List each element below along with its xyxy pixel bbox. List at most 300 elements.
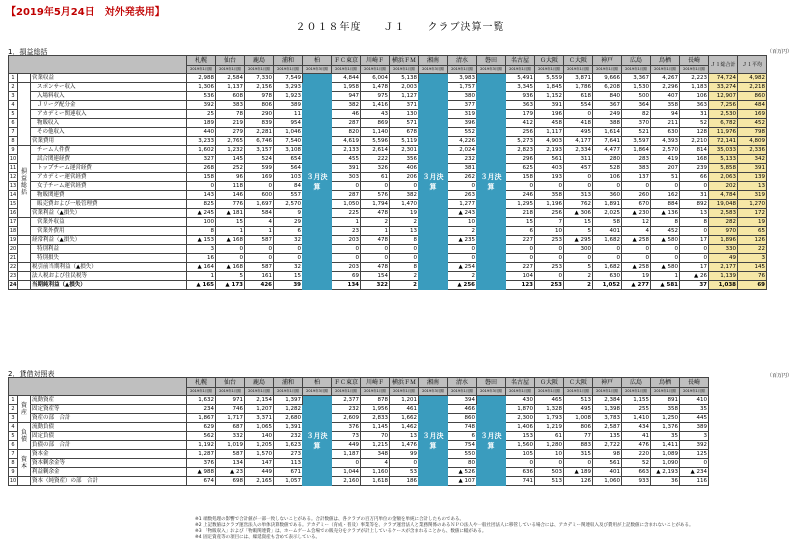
table-row [9, 74, 767, 83]
value-cell: 1,376 [651, 423, 680, 432]
value-cell: 0 [448, 182, 477, 191]
value-cell: 2,988 [187, 74, 216, 83]
value-cell: 363 [506, 101, 535, 110]
value-cell: 32 [274, 236, 303, 245]
value-cell: 2,609 [332, 414, 361, 423]
value-cell: 296 [506, 155, 535, 164]
value-cell: 748 [448, 423, 477, 432]
split-column: ３月決算 [303, 74, 332, 290]
value-cell: 2,334 [564, 146, 593, 155]
value-cell: 0 [187, 182, 216, 191]
value-cell: 358 [651, 101, 680, 110]
value-cell: 7 [535, 218, 564, 227]
table-row [9, 477, 709, 486]
value-cell: 326 [361, 164, 390, 173]
value-cell: 203 [332, 236, 361, 245]
value-cell: 1,682 [593, 263, 622, 272]
row-label: 営業費用 [31, 137, 187, 146]
row-group-label [18, 272, 31, 281]
value-cell: 313 [564, 191, 593, 200]
value-cell: 0 [390, 254, 419, 263]
value-cell: 698 [216, 477, 245, 486]
j1-value-cell: 139 [738, 173, 767, 182]
club-header: 磐田 [477, 378, 506, 388]
row-label: 入場料収入 [31, 92, 187, 101]
club-header: 神戸 [593, 378, 622, 388]
value-cell: 0 [564, 182, 593, 191]
value-cell: 576 [361, 191, 390, 200]
value-cell: 5 [564, 227, 593, 236]
value-cell: 5,491 [506, 74, 535, 83]
value-cell: 15 [506, 218, 535, 227]
j1-value-cell: 69 [738, 281, 767, 290]
row-group-label: 資本 [18, 450, 31, 477]
value-cell: 0 [506, 254, 535, 263]
bs-unit-label: （百万円） [766, 373, 792, 379]
value-cell: 1,845 [535, 83, 564, 92]
value-cell: 2 [390, 218, 419, 227]
value-cell: 629 [187, 423, 216, 432]
value-cell: 0 [506, 245, 535, 254]
value-cell: 445 [680, 414, 709, 423]
value-cell: 327 [187, 155, 216, 164]
value-cell: 232 [448, 155, 477, 164]
value-cell: 449 [245, 468, 274, 477]
period-label: 2019年1月期 [680, 388, 709, 396]
row-number: 20 [9, 245, 17, 252]
period-label: 2019年1月期 [535, 66, 564, 74]
row-number: 8 [9, 137, 18, 146]
table-row [9, 263, 767, 272]
j1-value-cell: 391 [738, 164, 767, 173]
value-cell: 82 [622, 110, 651, 119]
j1-value-cell: 2,530 [709, 110, 738, 119]
row-number: 10 [9, 477, 17, 484]
value-cell: 1 [216, 227, 245, 236]
value-cell: 66 [680, 173, 709, 182]
value-cell: 96 [216, 173, 245, 182]
value-cell: 2,025 [593, 209, 622, 218]
period-label: 2019年1月期 [332, 66, 361, 74]
value-cell: 256 [535, 209, 564, 218]
period-label: 2019年1月期 [448, 66, 477, 74]
period-label: 2019年1月期 [274, 66, 303, 74]
j1-header: Ｊ１総合計 [709, 56, 738, 74]
value-cell: 466 [448, 405, 477, 414]
value-cell: 0 [390, 245, 419, 254]
row-label: 法人税および住民税等 [31, 272, 187, 281]
value-cell: 10 [535, 450, 564, 459]
value-cell: 1,410 [622, 414, 651, 423]
row-number: 2 [9, 405, 18, 414]
value-cell: 145 [216, 155, 245, 164]
value-cell: 762 [564, 200, 593, 209]
value-cell: 587 [245, 236, 274, 245]
value-cell: 227 [506, 236, 535, 245]
value-cell: 3,367 [622, 74, 651, 83]
value-cell: 4,267 [651, 74, 680, 83]
row-label: 資本（純資産）の部 合計 [31, 477, 187, 486]
club-header: 仙台 [216, 378, 245, 388]
value-cell: 406 [390, 164, 419, 173]
value-cell: 116 [680, 477, 709, 486]
row-label: トップチーム運営経費 [31, 164, 187, 173]
j1-value-cell: 169 [738, 110, 767, 119]
value-cell: 196 [535, 110, 564, 119]
period-label: 2019年1月期 [245, 388, 274, 396]
footnotes [195, 517, 693, 541]
value-cell: 206 [390, 173, 419, 182]
value-cell: 687 [216, 423, 245, 432]
value-cell: 0 [535, 254, 564, 263]
club-header: 湘南 [419, 56, 448, 66]
value-cell: 1,065 [245, 423, 274, 432]
value-cell: 1,201 [390, 396, 419, 405]
value-cell: 4,477 [593, 146, 622, 155]
value-cell: 1,794 [361, 200, 390, 209]
value-cell: 73 [332, 432, 361, 441]
value-cell: 4,903 [535, 137, 564, 146]
row-label: 資本金 [31, 450, 187, 459]
header-blank [9, 378, 187, 396]
value-cell: 0 [535, 272, 564, 281]
value-cell: 154 [361, 272, 390, 281]
value-cell: 403 [535, 164, 564, 173]
value-cell: 521 [622, 128, 651, 137]
value-cell: 4 [622, 227, 651, 236]
value-cell: 2,210 [680, 137, 709, 146]
value-cell: ▲ 173 [216, 281, 245, 290]
value-cell: ▲ 189 [564, 468, 593, 477]
value-cell: 1,717 [216, 414, 245, 423]
value-cell: ▲ 306 [564, 209, 593, 218]
j1-value-cell: 330 [709, 245, 738, 254]
j1-value-cell: 172 [738, 209, 767, 218]
value-cell: ▲ 107 [448, 477, 477, 486]
value-cell: 1,411 [651, 441, 680, 450]
club-header: Ｇ大阪 [535, 378, 564, 388]
club-header: 鹿島 [245, 56, 274, 66]
value-cell: 0 [680, 245, 709, 254]
value-cell: 2,587 [593, 423, 622, 432]
value-cell: 253 [535, 236, 564, 245]
value-cell: ▲ 988 [187, 468, 216, 477]
row-label: 営業外収益 [31, 218, 187, 227]
value-cell: 0 [245, 254, 274, 263]
value-cell: 219 [216, 119, 245, 128]
j1-value-cell: 4,809 [738, 137, 767, 146]
value-cell: 1,891 [593, 200, 622, 209]
j1-value-cell: 319 [738, 191, 767, 200]
value-cell: 892 [680, 200, 709, 209]
table-row [9, 146, 767, 155]
table-row [9, 218, 767, 227]
value-cell: 564 [274, 164, 303, 173]
value-cell: 2 [390, 281, 419, 290]
value-cell: 303 [332, 173, 361, 182]
value-cell: 146 [216, 191, 245, 200]
row-group-label [18, 263, 31, 272]
value-cell: 0 [332, 182, 361, 191]
table-row [9, 468, 709, 477]
value-cell: 1,602 [187, 146, 216, 155]
j1-value-cell: 2,336 [738, 146, 767, 155]
value-cell: 1,614 [593, 128, 622, 137]
value-cell: 9 [274, 209, 303, 218]
header-row [9, 56, 767, 66]
value-cell: ▲ 580 [651, 263, 680, 272]
value-cell: 1,397 [274, 396, 303, 405]
value-cell: 2,614 [361, 146, 390, 155]
value-cell: 39 [274, 281, 303, 290]
value-cell: 179 [506, 110, 535, 119]
value-cell: 227 [506, 263, 535, 272]
value-cell: 126 [564, 477, 593, 486]
value-cell: 383 [216, 101, 245, 110]
value-cell: 440 [187, 128, 216, 137]
period-label: 2019年1月期 [622, 66, 651, 74]
table-row [9, 119, 767, 128]
value-cell: 10 [448, 218, 477, 227]
j1-value-cell: 860 [738, 92, 767, 101]
row-group-label [18, 218, 31, 236]
row-label: チーム人件費 [31, 146, 187, 155]
value-cell: 1,140 [361, 128, 390, 137]
club-header: 清水 [448, 378, 477, 388]
table-row [9, 281, 767, 290]
row-number: 5 [9, 432, 18, 441]
table-row [9, 254, 767, 263]
club-header: Ｃ大阪 [564, 378, 593, 388]
value-cell: 561 [535, 155, 564, 164]
row-number: 16 [9, 209, 17, 216]
value-cell: 5,138 [390, 74, 419, 83]
value-cell: 513 [535, 477, 564, 486]
row-label: 特別損失 [31, 254, 187, 263]
period-label: 2019年1月期 [187, 66, 216, 74]
period-label: 2019年1月期 [506, 66, 535, 74]
table-row [9, 450, 709, 459]
value-cell: ▲ 230 [622, 209, 651, 218]
value-cell: 371 [390, 101, 419, 110]
club-header: 川崎Ｆ [361, 378, 390, 388]
value-cell: 239 [680, 164, 709, 173]
period-label: 2019年1月期 [216, 388, 245, 396]
row-number: 21 [9, 254, 17, 261]
row-number: 8 [9, 459, 18, 468]
value-cell: 100 [187, 218, 216, 227]
value-cell: ▲ 235 [448, 236, 477, 245]
value-cell: 169 [245, 173, 274, 182]
value-cell: 1,046 [274, 128, 303, 137]
value-cell: 253 [535, 281, 564, 290]
value-cell: 1,205 [245, 441, 274, 450]
value-cell: 263 [448, 191, 477, 200]
value-cell: 1,864 [622, 146, 651, 155]
value-cell: 256 [506, 128, 535, 137]
period-label: 2019年3月期 [419, 388, 448, 396]
value-cell: 0 [535, 459, 564, 468]
value-cell: 0 [216, 245, 245, 254]
value-cell: 283 [622, 155, 651, 164]
value-cell: 1,530 [622, 83, 651, 92]
value-cell: 1,462 [390, 423, 419, 432]
value-cell: 1,250 [651, 414, 680, 423]
value-cell: 0 [274, 254, 303, 263]
row-number: 2 [9, 83, 18, 92]
value-cell: 43 [361, 110, 390, 119]
value-cell: 3,108 [274, 146, 303, 155]
page-title: ２０１８年度 Ｊ１ クラブ決算一覧 [295, 22, 505, 33]
value-cell: 128 [680, 128, 709, 137]
value-cell: 61 [361, 173, 390, 182]
value-cell: 1,793 [535, 414, 564, 423]
value-cell: 562 [187, 432, 216, 441]
value-cell: 255 [622, 405, 651, 414]
value-cell: 370 [622, 119, 651, 128]
header-row [9, 378, 709, 388]
club-header: 札幌 [187, 378, 216, 388]
value-cell: 1,662 [390, 414, 419, 423]
value-cell: 1,117 [535, 128, 564, 137]
value-cell: 1,867 [187, 414, 216, 423]
row-label: その他収入 [31, 128, 187, 137]
table-row [9, 110, 767, 119]
value-cell: 465 [535, 396, 564, 405]
value-cell: 207 [651, 164, 680, 173]
j1-value-cell: 2,583 [709, 209, 738, 218]
value-cell: 106 [680, 92, 709, 101]
row-label: 経常利益（▲損失） [31, 236, 187, 245]
value-cell: 571 [390, 119, 419, 128]
row-label: 物販収入 [31, 119, 187, 128]
value-cell: 6 [448, 432, 477, 441]
value-cell: 0 [680, 459, 709, 468]
value-cell: 587 [245, 263, 274, 272]
row-label: 営業外費用 [31, 227, 187, 236]
value-cell: 884 [651, 200, 680, 209]
value-cell: 12 [622, 218, 651, 227]
value-cell: 0 [332, 254, 361, 263]
value-cell: 600 [245, 191, 274, 200]
value-cell: 6,004 [361, 74, 390, 83]
value-cell: 2,377 [332, 396, 361, 405]
value-cell: 389 [680, 423, 709, 432]
row-group-label [18, 281, 31, 290]
row-number: 6 [9, 441, 18, 450]
value-cell: 98 [593, 450, 622, 459]
value-cell: 430 [506, 396, 535, 405]
value-cell: 1,697 [245, 200, 274, 209]
value-cell: 2,570 [651, 146, 680, 155]
table-row [9, 92, 767, 101]
value-cell: 394 [448, 396, 477, 405]
value-cell: 7,330 [245, 74, 274, 83]
value-cell: ▲ 277 [622, 281, 651, 290]
j1-value-cell: 76 [738, 272, 767, 281]
table-row [9, 236, 767, 245]
value-cell: 461 [390, 405, 419, 414]
value-cell: 2,584 [216, 74, 245, 83]
value-cell: 1,280 [535, 441, 564, 450]
value-cell: 2,765 [216, 137, 245, 146]
value-cell: 77 [564, 432, 593, 441]
period-label: 2019年1月期 [448, 388, 477, 396]
row-label: 流動資産 [31, 396, 187, 405]
row-number: 17 [9, 218, 17, 225]
income-statement-table [8, 55, 767, 290]
j1-value-cell: 1,270 [738, 200, 767, 209]
value-cell: 878 [361, 396, 390, 405]
row-label: 固定負債 [31, 432, 187, 441]
value-cell: 2,722 [593, 441, 622, 450]
value-cell: 1,570 [245, 450, 274, 459]
value-cell: 118 [216, 182, 245, 191]
value-cell: 11 [274, 110, 303, 119]
value-cell: 147 [245, 459, 274, 468]
value-cell: 552 [448, 128, 477, 137]
table-row [9, 245, 767, 254]
value-cell: 0 [245, 245, 274, 254]
value-cell: 449 [332, 441, 361, 450]
value-cell: 0 [361, 182, 390, 191]
period-label: 2019年1月期 [593, 388, 622, 396]
value-cell: 2 [448, 227, 477, 236]
value-cell: 158 [506, 173, 535, 182]
value-cell: 376 [187, 459, 216, 468]
value-cell: 820 [332, 128, 361, 137]
value-cell: 6 [506, 227, 535, 236]
value-cell: 663 [622, 468, 651, 477]
period-label: 2019年1月期 [564, 388, 593, 396]
period-label: 2019年1月期 [187, 388, 216, 396]
value-cell: 58 [593, 218, 622, 227]
row-label: 固定資産等 [31, 405, 187, 414]
value-cell: 1,057 [274, 477, 303, 486]
row-label: 資本剰余金等 [31, 459, 187, 468]
split-column: ３月決算 [477, 396, 506, 486]
value-cell: 671 [274, 468, 303, 477]
value-cell: 391 [535, 101, 564, 110]
club-header: 札幌 [187, 56, 216, 66]
value-cell: 500 [622, 92, 651, 101]
club-header: Ｇ大阪 [535, 56, 564, 66]
value-cell: 279 [216, 128, 245, 137]
row-number: 11 [9, 164, 17, 171]
value-cell: 947 [332, 92, 361, 101]
value-cell: 674 [187, 477, 216, 486]
j1-value-cell: 33,274 [709, 83, 738, 92]
value-cell: 4 [245, 218, 274, 227]
value-cell: 971 [216, 396, 245, 405]
value-cell: 37 [680, 281, 709, 290]
j1-value-cell: 484 [738, 101, 767, 110]
value-cell: ▲ 164 [187, 263, 216, 272]
value-cell: 1,050 [332, 200, 361, 209]
value-cell: 6,746 [245, 137, 274, 146]
row-label: 特別利益 [31, 245, 187, 254]
value-cell: 193 [535, 173, 564, 182]
table-row [9, 459, 709, 468]
j1-value-cell: 35,033 [709, 146, 738, 155]
club-header: ＦＣ東京 [332, 56, 361, 66]
value-cell: 396 [448, 119, 477, 128]
value-cell: 618 [564, 92, 593, 101]
value-cell: 232 [332, 405, 361, 414]
j1-value-cell: 970 [709, 227, 738, 236]
row-number: 24 [9, 281, 17, 288]
value-cell: 2,823 [506, 146, 535, 155]
